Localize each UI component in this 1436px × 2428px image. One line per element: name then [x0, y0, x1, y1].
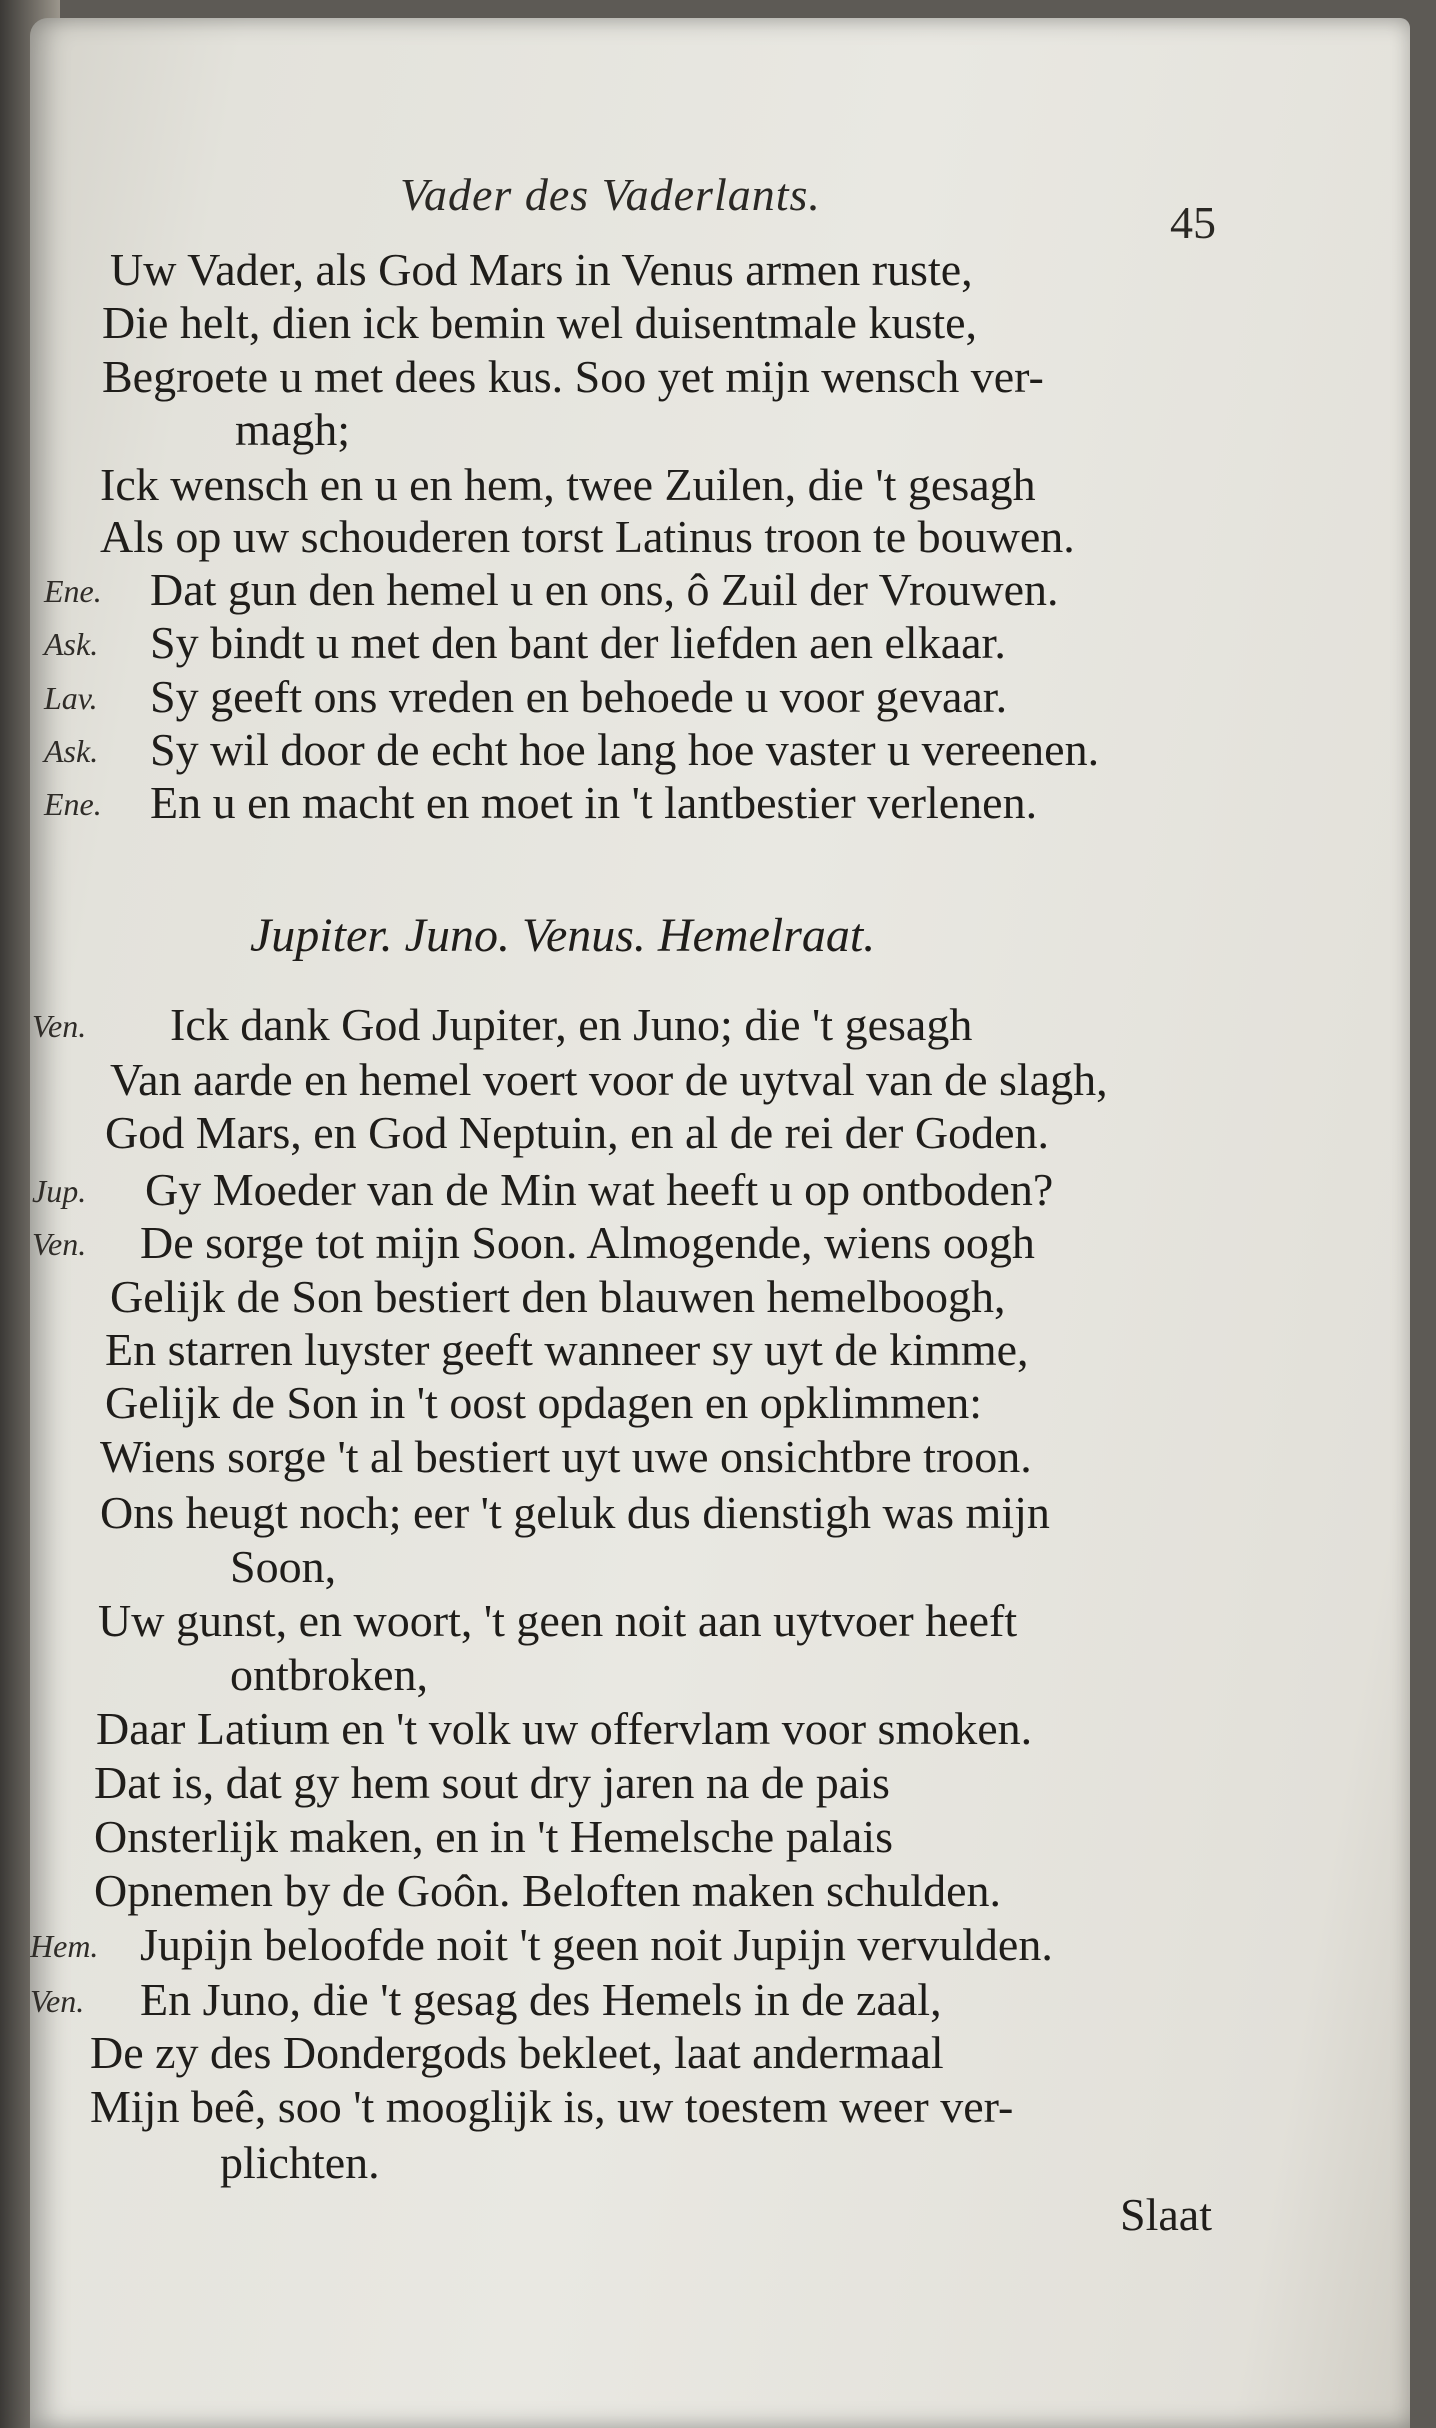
verse-line: [30, 1163, 1410, 1223]
verse-line: [30, 563, 1410, 623]
verse-text: ontbroken,: [230, 1649, 429, 1700]
speaker-label: Ask.: [44, 626, 99, 662]
verse-text: En u en macht en moet in 't lantbestier verlenen.: [150, 777, 1038, 828]
verse-text: De sorge tot mijn Soon. Almogende, wiens oogh: [140, 1217, 1035, 1268]
verse-line: [30, 403, 1410, 463]
verse-line: [30, 1216, 1410, 1276]
verse-line: [30, 1540, 1410, 1600]
verse-line: [30, 350, 1410, 410]
verse-line: [30, 670, 1410, 730]
verse-text: Gy Moeder van de Min wat heeft u op ontboden?: [145, 1164, 1054, 1215]
verse-line: [30, 1918, 1410, 1978]
verse-text: Opnemen by de Goôn. Beloften maken schulden.: [94, 1865, 1001, 1916]
verse-line: [30, 2080, 1410, 2140]
verse-text: En Juno, die 't gesag des Hemels in de zaal,: [140, 1974, 942, 2025]
verse-text: Ons heugt noch; eer 't geluk dus dienstigh was mijn: [100, 1487, 1050, 1538]
speaker-label: Ven.: [30, 1983, 85, 2019]
speaker-label: Ven.: [32, 1226, 87, 1262]
verse-text: Soon,: [230, 1541, 337, 1592]
verse-line: [30, 1323, 1410, 1383]
verse-line: [30, 1702, 1410, 1762]
verse-text: Ick dank God Jupiter, en Juno; die 't gesagh: [170, 999, 973, 1050]
verse-line: [30, 1106, 1410, 1166]
verse-line: [30, 1486, 1410, 1546]
verse-line: [30, 296, 1410, 356]
verse-text: magh;: [235, 404, 350, 455]
verse-text: Die helt, dien ick bemin wel duisentmale kuste,: [102, 297, 978, 348]
verse-line: [30, 1430, 1410, 1490]
running-title: Vader des Vaderlants.: [400, 169, 821, 220]
verse-text: Sy bindt u met den bant der liefden aen elkaar.: [150, 617, 1006, 668]
verse-text: Daar Latium en 't volk uw offervlam voor smoken.: [96, 1703, 1033, 1754]
verse-text: Ick wensch en u en hem, twee Zuilen, die 't gesagh: [100, 459, 1036, 510]
verse-text: Dat is, dat gy hem sout dry jaren na de pais: [94, 1757, 890, 1808]
verse-text: plichten.: [220, 2137, 380, 2188]
verse-line: [30, 616, 1410, 676]
verse-line: [30, 2136, 1410, 2196]
speaker-label: Ene.: [44, 573, 102, 609]
verse-text: Wiens sorge 't al bestiert uyt uwe onsichtbre troon.: [100, 1431, 1032, 1482]
verse-text: Uw gunst, en woort, 't geen noit aan uytvoer heeft: [98, 1595, 1018, 1646]
verse-text: Dat gun den hemel u en ons, ô Zuil der Vrouwen.: [150, 564, 1059, 615]
verse-text: Mijn beê, soo 't mooglijk is, uw toestem weer ver-: [90, 2081, 1014, 2132]
verse-text: Van aarde en hemel voert voor de uytval van de slagh,: [110, 1054, 1108, 1105]
verse-text: Sy geeft ons vreden en behoede u voor gevaar.: [150, 671, 1008, 722]
verse-text: Onsterlijk maken, en in 't Hemelsche palais: [94, 1811, 894, 1862]
verse-line: [30, 1648, 1410, 1708]
verse-text: Sy wil door de echt hoe lang hoe vaster u vereenen.: [150, 724, 1100, 775]
speaker-label: Hem.: [30, 1928, 99, 1964]
verse-line: [30, 1376, 1410, 1436]
catchword: Slaat: [1120, 2189, 1212, 2240]
verse-line: [30, 776, 1410, 836]
verse-text: Begroete u met dees kus. Soo yet mijn wensch ver-: [102, 351, 1044, 402]
verse-text: Als op uw schouderen torst Latinus troon te bouwen.: [100, 511, 1075, 562]
verse-text: Gelijk de Son bestiert den blauwen hemelboogh,: [110, 1271, 1006, 1322]
verse-line: [30, 998, 1410, 1058]
verse-line: [30, 723, 1410, 783]
verse-line: [30, 243, 1410, 303]
verse-line: [30, 1053, 1410, 1113]
verse-line: [30, 458, 1410, 518]
speaker-label: Ene.: [44, 786, 102, 822]
verse-line: [30, 510, 1410, 570]
speaker-label: Jup.: [32, 1173, 87, 1209]
verse-text: God Mars, en God Neptuin, en al de rei der Goden.: [105, 1107, 1050, 1158]
verse-text: Uw Vader, als God Mars in Venus armen ruste,: [110, 244, 973, 295]
verse-text: En starren luyster geeft wanneer sy uyt de kimme,: [105, 1324, 1029, 1375]
speaker-label: Lav.: [44, 680, 98, 716]
book-page: [30, 18, 1410, 2428]
verse-text: Gelijk de Son in 't oost opdagen en opklimmen:: [105, 1377, 983, 1428]
verse-text: Jupijn beloofde noit 't geen noit Jupijn vervulden.: [140, 1919, 1053, 1970]
verse-text: De zy des Dondergods bekleet, laat andermaal: [90, 2027, 944, 2078]
verse-line: [30, 1594, 1410, 1654]
verse-line: [30, 1864, 1410, 1924]
verse-line: [30, 1756, 1410, 1816]
verse-line: [30, 1270, 1410, 1330]
speaker-label: Ask.: [44, 733, 99, 769]
verse-line: [30, 1973, 1410, 2033]
scene-heading: Jupiter. Juno. Venus. Hemelraat.: [250, 909, 876, 962]
speaker-label: Ven.: [32, 1008, 87, 1044]
verse-line: [30, 2026, 1410, 2086]
verse-line: [30, 1810, 1410, 1870]
page-number: 45: [1170, 197, 1216, 248]
